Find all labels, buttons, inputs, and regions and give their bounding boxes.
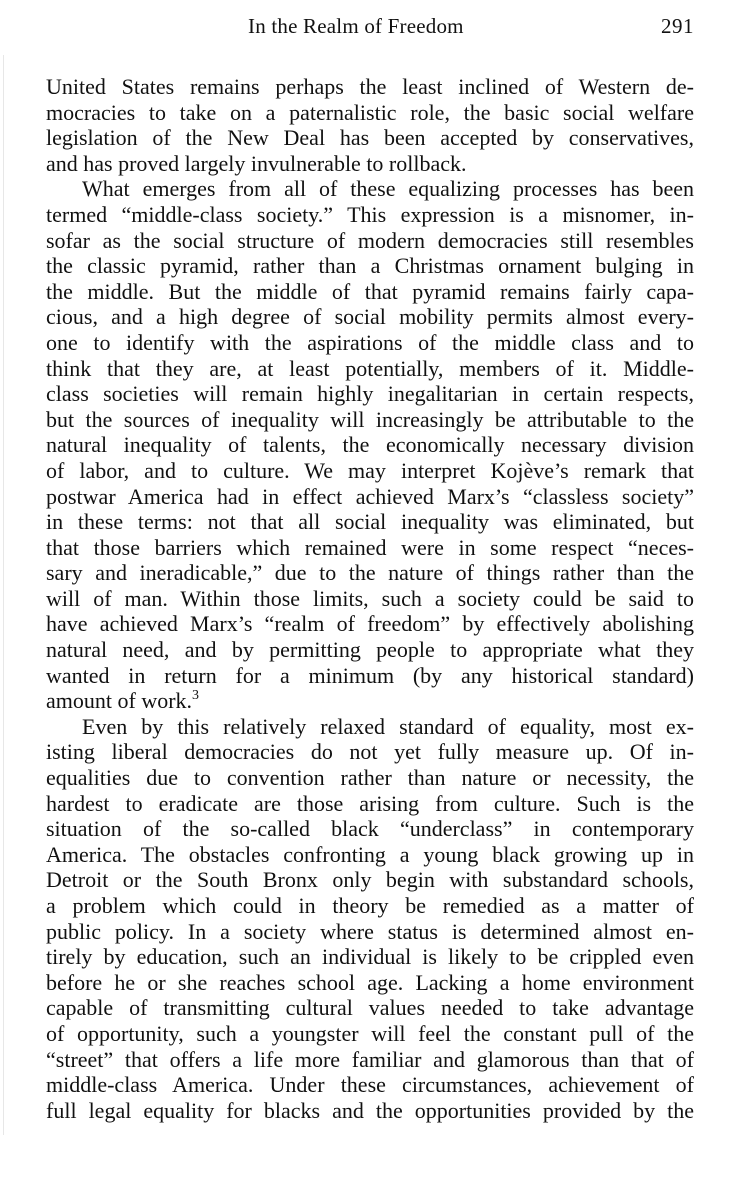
text-line: Detroit or the South Bronx only begin with substandard schools, — [46, 867, 694, 893]
text-line: tirely by education, such an individual is likely to be crippled even — [46, 944, 694, 970]
text-line: the middle. But the middle of that pyramid remains fairly capa- — [46, 278, 694, 304]
text-line: United States remains perhaps the least inclined of Western de- — [46, 74, 694, 99]
text-line: postwar America had in effect achieved Marx’s “classless society” — [46, 483, 694, 509]
text-line: hardest to eradicate are those arising from culture. Such is the — [46, 790, 694, 816]
text-line: one to identify with the aspirations of the middle class and to — [46, 329, 694, 355]
paragraph — [46, 74, 694, 176]
text-line: think that they are, at least potentially, members of it. Middle- — [46, 355, 694, 381]
body-text — [46, 74, 694, 1123]
text-line: sary and ineradicable,” due to the nature of things rather than the — [46, 560, 694, 586]
text-line: natural need, and by permitting people to appropriate what they — [46, 637, 694, 663]
text-line: situation of the so-called black “underclass” in contemporary — [46, 816, 694, 842]
running-head — [0, 13, 736, 39]
text-line: full legal equality for blacks and the opportunities provided by the — [46, 1097, 694, 1123]
text-line: of opportunity, such a youngster will feel the constant pull of the — [46, 1020, 694, 1046]
text-line: “street” that offers a life more familiar and glamorous than that of — [46, 1046, 694, 1072]
text-line: America. The obstacles confronting a young black growing up in — [46, 841, 694, 867]
text-line-with-footnote — [46, 688, 694, 714]
paragraph — [46, 714, 694, 1124]
text-line: mocracies to take on a paternalistic role, the basic social welfare — [46, 99, 694, 125]
text-line: the classic pyramid, rather than a Christmas ornament bulging in — [46, 253, 694, 279]
text-line: isting liberal democracies do not yet fully measure up. Of in- — [46, 739, 694, 765]
text-line: public policy. In a society where status is determined almost en- — [46, 918, 694, 944]
paragraph — [46, 176, 694, 713]
text-line: and has proved largely invulnerable to rollback. — [46, 150, 467, 176]
text-line: will of man. Within those limits, such a society could be said to — [46, 585, 694, 611]
text-line: capable of transmitting cultural values needed to take advantage — [46, 995, 694, 1021]
text-line: a problem which could in theory be remedied as a matter of — [46, 893, 694, 918]
text-line: equalities due to convention rather than nature or necessity, the — [46, 765, 694, 791]
text-line: cious, and a high degree of social mobility permits almost every- — [46, 304, 694, 330]
text-line: in these terms: not that all social inequality was eliminated, but — [46, 509, 694, 535]
text-line: wanted in return for a minimum (by any historical standard) — [46, 662, 694, 688]
text-line: amount of work. — [46, 688, 193, 714]
text-line: middle-class America. Under these circumstances, achievement of — [46, 1072, 694, 1098]
text-line: have achieved Marx’s “realm of freedom” by effectively abolishing — [46, 611, 694, 637]
text-line: class societies will remain highly inegalitarian in certain respects, — [46, 381, 694, 407]
text-line: Even by this relatively relaxed standard of equality, most ex- — [82, 713, 694, 739]
text-line: sofar as the social structure of modern democracies still resembles — [46, 227, 694, 253]
page-number: 291 — [661, 14, 694, 38]
text-line: legislation of the New Deal has been accepted by conservatives, — [46, 125, 694, 151]
text-line: before he or she reaches school age. Lacking a home environment — [46, 969, 694, 995]
scan-edge-rule — [3, 55, 4, 1135]
text-line: of labor, and to culture. We may interpret Kojève’s remark that — [46, 457, 694, 483]
footnote-marker[interactable]: 3 — [192, 687, 200, 703]
text-line: What emerges from all of these equalizing processes has been — [82, 176, 694, 202]
text-line: that those barriers which remained were in some respect “neces- — [46, 534, 694, 560]
running-head-title: In the Realm of Freedom — [248, 14, 464, 38]
text-line: but the sources of inequality will increasingly be attributable to the — [46, 406, 694, 432]
text-line: termed “middle-class society.” This expression is a misnomer, in- — [46, 201, 694, 227]
text-line: natural inequality of talents, the economically necessary division — [46, 432, 694, 458]
